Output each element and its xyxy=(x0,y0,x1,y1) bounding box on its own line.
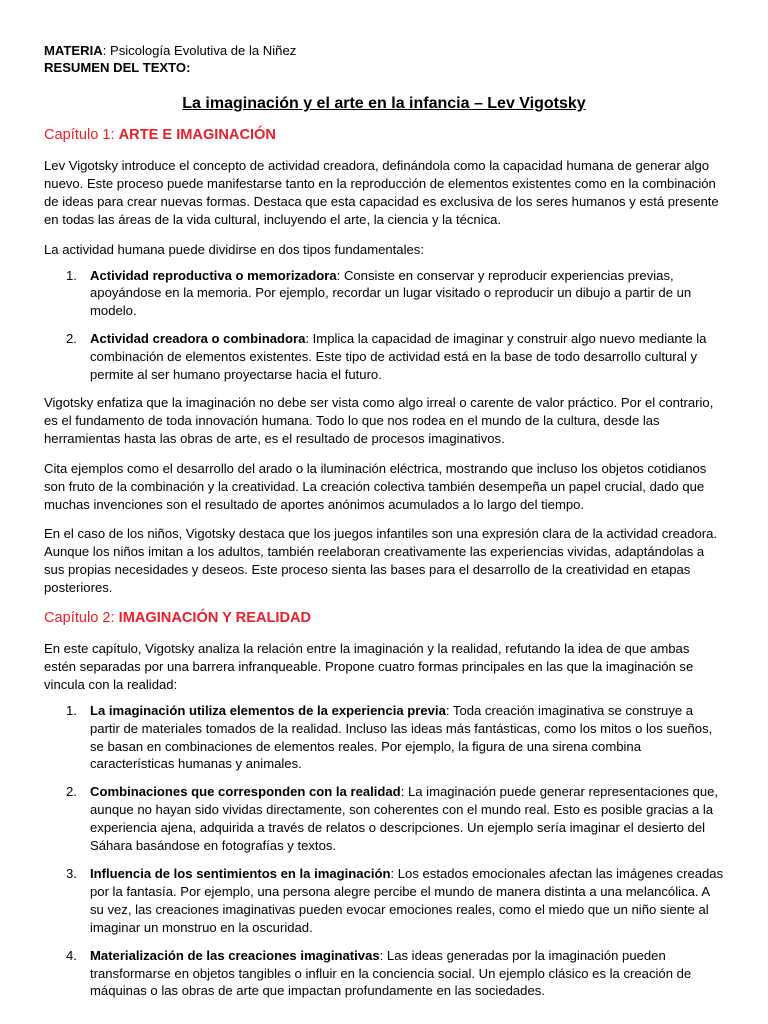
chapter-1-paragraph-1: Lev Vigotsky introduce el concepto de actividad creadora, definándola como la capacidad humana de generar algo nuevo. Este proceso puede manifestarse tanto en la reproducción de elementos existentes como en la combinación de ideas para crear nuevas formas. Destaca que esta capacidad es exclusiva de los seres humanos y está presente en todas las áreas de la vida cultural, incluyendo el arte, la ciencia y la técnica. xyxy=(44,158,719,227)
chapter-1-paragraph-4: Cita ejemplos como el desarrollo del arado o la iluminación eléctrica, mostrando que incluso los objetos cotidianos son fruto de la combinación y la creatividad. La creación colectiva también desempeña un papel crucial, dado que muchas invenciones son el resultado de aportes anónimos acumulados a lo largo del tiempo. xyxy=(44,460,707,512)
list-item xyxy=(44,702,724,774)
list-item-number: 2. xyxy=(66,331,77,347)
list-item-text: : Consiste en conservar y reproducir experiencias previas, apoyándose en la memoria. Por ejemplo, recordar un lugar visitado o reproducir un dibujo a partir de un modelo. xyxy=(90,267,692,319)
list-item xyxy=(44,865,724,937)
document-page xyxy=(44,42,724,1010)
list-item xyxy=(44,947,724,1001)
chapter-1-paragraph-5: En el caso de los niños, Vigotsky destaca que los juegos infantiles son una expresión clara de la actividad creadora. Aunque los niños imitan a los adultos, también reelaboran creativamente las experiencias vividas, adaptándolas a sus propias necesidades y deseos. Este proceso sienta las bases para el desarrollo de la creatividad en etapas posteriores. xyxy=(44,526,718,596)
list-item-number: 2. xyxy=(66,784,77,800)
chapter-1-heading-title: ARTE E IMAGINACIÓN xyxy=(118,127,276,143)
list-item xyxy=(44,783,724,855)
list-item-text: : La imaginación puede generar representaciones que, aunque no hayan sido vividas directamente, son coherentes con el mundo real. Esto es posible gracias a la experiencia ajena, adquirida a través de relatos o descripciones. Un ejemplo sería imaginar el desierto del Sáhara basándose en fotografías y textos. xyxy=(90,784,719,854)
chapter-2-heading xyxy=(44,609,724,628)
chapter-2-heading-title: IMAGINACIÓN Y REALIDAD xyxy=(118,610,312,627)
list-item-term: Influencia de los sentimientos en la imaginación xyxy=(90,866,391,881)
list-item-term: La imaginación utiliza elementos de la experiencia previa xyxy=(90,702,446,718)
list-item-term: Combinaciones que corresponden con la realidad xyxy=(90,784,401,800)
list-item xyxy=(44,267,724,321)
list-item-text: : Toda creación imaginativa se construye a partir de materiales tomados de la realidad. Incluso las ideas más fantásticas, como los mitos o los sueños, se basan en combinaciones de elementos reales. Por ejemplo, la figura de una sirena combina características humanas y animales. xyxy=(90,702,713,772)
resumen-line xyxy=(44,59,724,76)
materia-value: : Psicología Evolutiva de la Niñez xyxy=(102,43,297,58)
list-item xyxy=(44,330,724,384)
chapter-2-paragraph-1: En este capítulo, Vigotsky analiza la relación entre la imaginación y la realidad, refutando la idea de que ambas estén separadas por una barrera infranqueable. Propone cuatro formas principales en las que la imaginación se vincula con la realidad: xyxy=(44,641,694,692)
list-item-text: : Las ideas generadas por la imaginación pueden transformarse en objetos tangibles o influir en la conciencia social. Un ejemplo clásico es la creación de máquinas o las obras de arte que impactan profundamente en las sociedades. xyxy=(90,947,692,999)
list-item-text: : Los estados emocionales afectan las imágenes creadas por la fantasía. Por ejemplo, una persona alegre percibe el mundo de manera distinta a una melancólica. A su vez, las creaciones imaginativas pueden evocar emociones reales, como el miedo que un niño siente al imaginar un monstruo en la oscuridad. xyxy=(90,866,724,935)
document-title: La imaginación y el arte en la infancia – Lev Vigotsky xyxy=(182,95,586,112)
list-item-number: 1. xyxy=(66,702,77,718)
list-item-term: Actividad reproductiva o memorizadora xyxy=(90,267,337,283)
list-item-number: 1. xyxy=(66,267,77,283)
list-item-number: 3. xyxy=(66,866,77,881)
chapter-1-paragraph-3: Vigotsky enfatiza que la imaginación no debe ser vista como algo irreal o carente de valor práctico. Por el contrario, es el fundamento de toda innovación humana. Todo lo que nos rodea en el mundo de la cultura, desde las herramientas hasta las obras de arte, es el resultado de procesos imaginativos. xyxy=(44,394,714,446)
list-item-term: Materialización de las creaciones imaginativas xyxy=(90,947,380,963)
chapter-1-paragraph-2: La actividad humana puede dividirse en dos tipos fundamentales: xyxy=(44,241,424,257)
list-item-term: Actividad creadora o combinadora xyxy=(90,331,306,347)
chapter-1-heading-prefix: Capítulo 1: xyxy=(44,127,119,143)
resumen-label: RESUMEN DEL TEXTO: xyxy=(44,60,191,75)
chapter-1-heading xyxy=(44,126,724,145)
materia-label: MATERIA xyxy=(44,43,103,58)
list-item-text: : Implica la capacidad de imaginar y construir algo nuevo mediante la combinación de elementos existentes. Este tipo de actividad está en la base de todo desarrollo cultural y permite al ser humano proyectarse hacia el futuro. xyxy=(90,331,707,383)
chapter-2-heading-prefix: Capítulo 2: xyxy=(44,610,119,627)
chapter-1-list xyxy=(44,267,724,384)
list-item-number: 4. xyxy=(66,947,77,963)
materia-line xyxy=(44,42,724,59)
chapter-2-list xyxy=(44,702,724,1001)
